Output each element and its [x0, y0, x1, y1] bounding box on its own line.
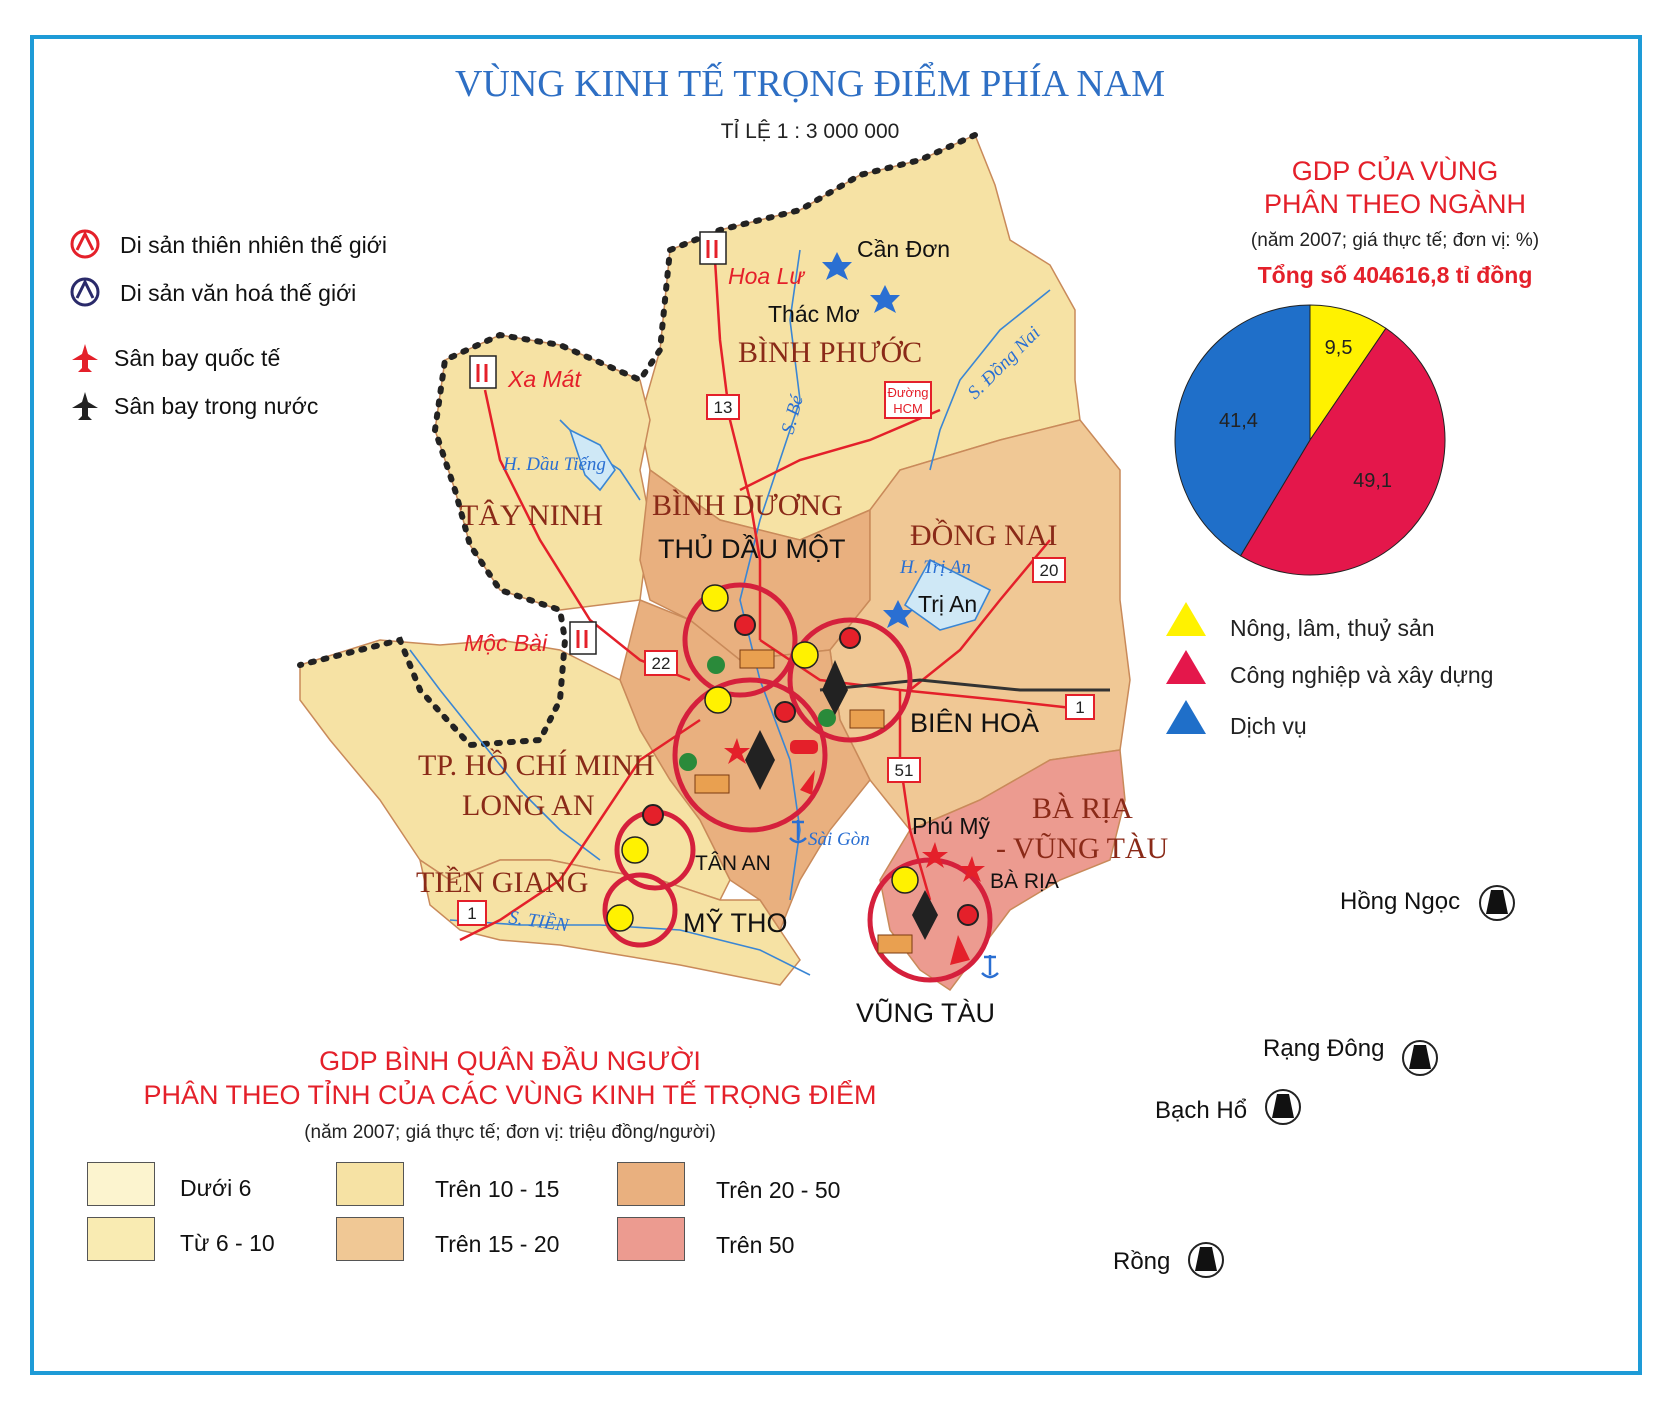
gdp-swatch-15-20	[336, 1217, 404, 1261]
city-vung-tau: VŨNG TÀU	[856, 998, 996, 1028]
gdp-pie-chart	[1170, 300, 1450, 580]
city-ba-ria: BÀ RỊA	[990, 870, 1059, 893]
place-phu-my: Phú Mỹ	[912, 813, 990, 839]
gdp-label-15-20: Trên 15 - 20	[435, 1231, 560, 1257]
pie-value-label-1: 49,1	[1353, 469, 1393, 492]
oil-field-icons	[1189, 886, 1514, 1277]
legend-natural-heritage: Di sản thiên nhiên thế giới	[120, 232, 387, 258]
gdp-legend-title-line2: PHÂN THEO TỈNH CỦA CÁC VÙNG KINH TẾ TRỌNG ĐIỂM	[143, 1080, 877, 1110]
oil-field-hong-ngoc: Hồng Ngọc	[1340, 888, 1461, 915]
legend-cultural-heritage: Di sản văn hoá thế giới	[120, 280, 357, 306]
pie-legend-swatch-industry	[1166, 650, 1206, 684]
label-tien-giang: TIỀN GIANG	[416, 866, 589, 899]
road-13-label: 13	[713, 398, 733, 417]
label-dong-nai: ĐỒNG NAI	[910, 519, 1058, 552]
road-20-label: 20	[1039, 561, 1059, 580]
place-tri-an: Trị An	[918, 591, 978, 617]
gate-moc-bai: Mộc Bài	[464, 630, 548, 656]
hcm-road-line2: HCM	[893, 401, 923, 416]
pie-legend-swatch-service	[1166, 700, 1206, 734]
label-vung-tau-province: - VŨNG TÀU	[996, 832, 1169, 865]
gdp-swatch-over-50	[617, 1217, 685, 1261]
pie-legend-swatch-agri	[1166, 602, 1206, 636]
label-tay-ninh: TÂY NINH	[460, 499, 604, 532]
gdp-label-under-6: Dưới 6	[180, 1175, 252, 1201]
map-title: VÙNG KINH TẾ TRỌNG ĐIỂM PHÍA NAM	[454, 63, 1166, 105]
legend-domestic-airport: Sân bay trong nước	[114, 393, 319, 419]
gdp-swatch-6-10	[87, 1217, 155, 1261]
gdp-label-10-15: Trên 10 - 15	[435, 1176, 560, 1202]
gdp-label-6-10: Từ 6 - 10	[180, 1230, 275, 1256]
pie-total: Tổng số 404616,8 tỉ đồng	[1257, 262, 1533, 288]
pie-value-label-2: 41,4	[1218, 410, 1258, 433]
gate-hoa-lu: Hoa Lư	[728, 263, 804, 289]
river-song-tien: S. TIỀN	[507, 907, 570, 937]
road-1-west-label: 1	[467, 904, 477, 923]
gdp-label-over-50: Trên 50	[716, 1232, 795, 1258]
map-scale: TỈ LỆ 1 : 3 000 000	[720, 120, 900, 143]
pie-title-line1: GDP CỦA VÙNG	[1291, 156, 1499, 186]
city-bien-hoa: BIÊN HOÀ	[910, 708, 1040, 738]
gdp-swatch-under-6	[87, 1162, 155, 1206]
road-1-east-label: 1	[1075, 698, 1085, 717]
pie-value-label-0: 9,5	[1324, 337, 1353, 360]
place-can-don: Cần Đơn	[857, 236, 951, 262]
gate-xa-mat: Xa Mát	[508, 366, 581, 392]
legend-intl-airport: Sân bay quốc tế	[114, 345, 281, 371]
place-thac-mo: Thác Mơ	[768, 301, 860, 327]
road-22-label: 22	[651, 654, 671, 673]
label-binh-phuoc: BÌNH PHƯỚC	[738, 336, 923, 369]
pie-legend-agri: Nông, lâm, thuỷ sản	[1230, 615, 1435, 641]
label-long-an: LONG AN	[462, 789, 595, 822]
label-ba-ria: BÀ RỊA	[1032, 792, 1133, 825]
road-51-label: 51	[894, 761, 914, 780]
river-song-be: S. Bé	[777, 393, 808, 437]
oil-field-rang-dong: Rạng Đông	[1263, 1035, 1385, 1062]
gdp-legend-title-line1: GDP BÌNH QUÂN ĐẦU NGƯỜI	[319, 1046, 701, 1076]
gdp-label-20-50: Trên 20 - 50	[716, 1177, 841, 1203]
oil-field-rong: Rồng	[1113, 1248, 1171, 1275]
gdp-swatch-10-15	[336, 1162, 404, 1206]
gdp-swatch-20-50	[617, 1162, 685, 1206]
label-ho-chi-minh: TP. HỒ CHÍ MINH	[418, 749, 655, 782]
city-tan-an: TÂN AN	[695, 852, 771, 875]
city-thu-dau-mot: THỦ DẦU MỘT	[658, 534, 846, 564]
pie-note: (năm 2007; giá thực tế; đơn vị: %)	[1250, 230, 1540, 251]
gdp-legend-note: (năm 2007; giá thực tế; đơn vị: triệu đồng/người)	[304, 1122, 716, 1143]
pie-legend-industry: Công nghiệp và xây dựng	[1230, 662, 1494, 688]
river-dong-nai: S. Đồng Nai	[963, 322, 1045, 404]
oil-field-bach-ho: Bạch Hổ	[1155, 1097, 1248, 1124]
lake-tri-an: H. Trị An	[900, 557, 971, 578]
pie-legend-service: Dịch vụ	[1230, 713, 1307, 739]
city-my-tho: MỸ THO	[683, 908, 788, 938]
river-sai-gon: Sài Gòn	[808, 829, 870, 850]
hcm-road-line1: Đường	[887, 385, 929, 400]
label-binh-duong: BÌNH DƯƠNG	[652, 489, 843, 522]
lake-dau-tieng: H. Dầu Tiếng	[503, 454, 606, 475]
pie-title-line2: PHÂN THEO NGÀNH	[1263, 189, 1527, 219]
